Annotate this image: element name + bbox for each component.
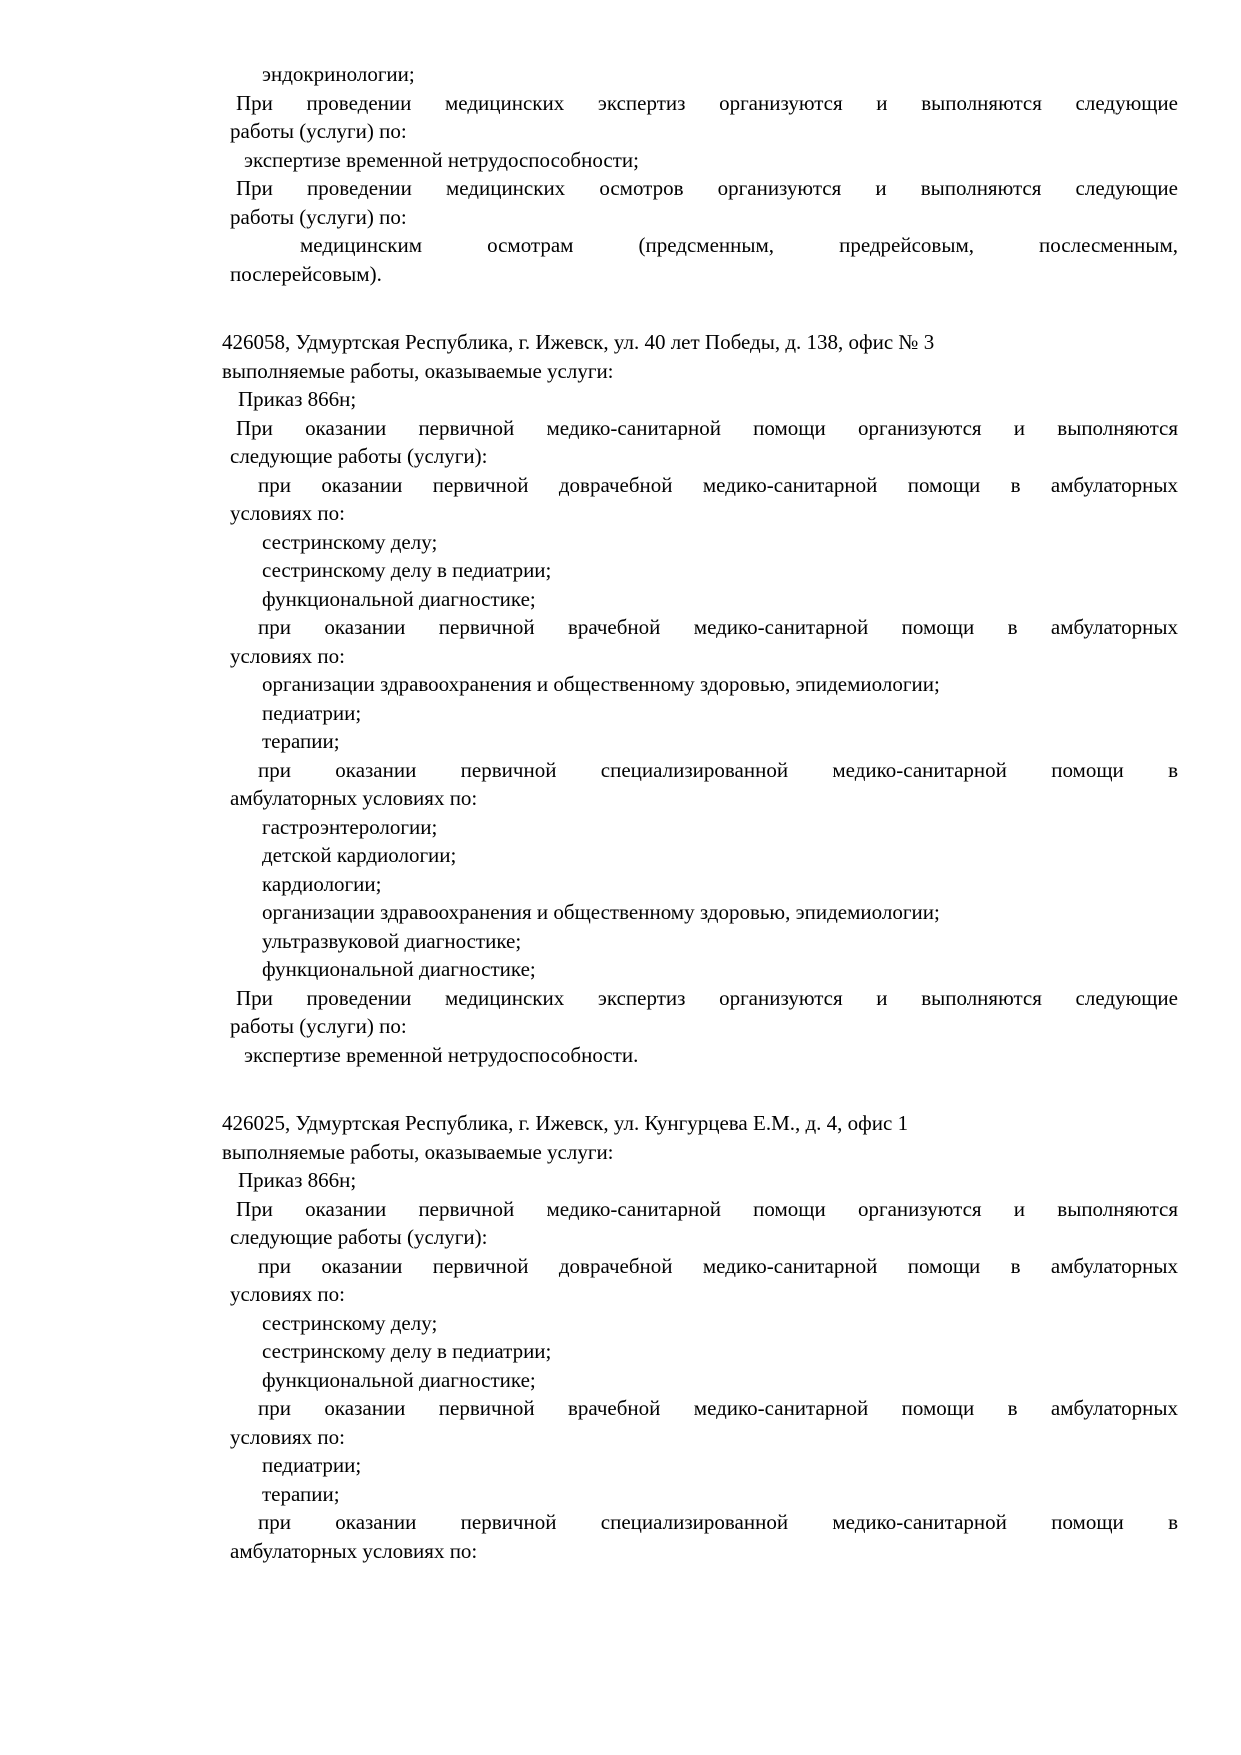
text-line: педиатрии; [262,700,362,725]
text-line: следующие работы (услуги): [230,1225,488,1249]
text-line: послерейсовым). [230,261,382,286]
text-line: При оказании первичной медико-санитарной помощи организуются и выполняются [236,1196,1178,1221]
text-line: амбулаторных условиях по: [230,1538,478,1563]
text-line: Приказ 866н; [238,387,357,411]
text-line: функциональной диагностике; [262,1367,536,1392]
text-line: при оказании первичной врачебной медико-санитарной помощи в амбулаторных [258,615,1178,639]
text-line: функциональной диагностике; [262,586,536,611]
address-426058-section [222,328,1178,1069]
text-line: эндокринологии; [262,62,415,86]
text-line: следующие работы (услуги): [230,444,488,468]
text-line: организации здравоохранения и общественному здоровью, эпидемиологии; [262,672,940,696]
text-line: условиях по: [230,643,345,668]
text-line: Приказ 866н; [238,1168,357,1192]
text-line: функциональной диагностике; [262,957,536,981]
text-line: при оказании первичной доврачебной медико-санитарной помощи в амбулаторных [258,472,1178,497]
text-line: выполняемые работы, оказываемые услуги: [222,1139,614,1164]
endocrinology-tail-section [222,60,1178,288]
text-line: сестринскому делу в педиатрии; [262,1339,552,1363]
text-line: медицинским осмотрам (предсменным, предрейсовым, послесменным, [300,233,1178,257]
text-line: организации здравоохранения и общественному здоровью, эпидемиологии; [262,900,940,924]
text-line: кардиологии; [262,871,382,896]
text-line: сестринскому делу; [262,1310,438,1335]
text-line: терапии; [262,1481,340,1506]
text-line: амбулаторных условиях по: [230,786,478,810]
text-line: При проведении медицинских экспертиз организуются и выполняются следующие [236,90,1178,115]
text-line: При оказании первичной медико-санитарной помощи организуются и выполняются [236,415,1178,440]
text-line: педиатрии; [262,1453,362,1477]
text-line: экспертизе временной нетрудоспособности; [244,147,639,172]
text-line: условиях по: [230,501,345,525]
text-line: ультразвуковой диагностике; [262,928,522,953]
document-content [222,60,1178,1565]
text-line: При проведении медицинских экспертиз организуются и выполняются следующие [236,985,1178,1010]
text-line: При проведении медицинских осмотров организуются и выполняются следующие [236,176,1178,200]
text-line: работы (услуги) по: [230,119,407,143]
text-line: работы (услуги) по: [230,1014,407,1038]
text-line: выполняемые работы, оказываемые услуги: [222,358,614,383]
address-426025-section [222,1109,1178,1565]
text-line: условиях по: [230,1424,345,1449]
text-line: работы (услуги) по: [230,204,407,229]
text-line: детской кардиологии; [262,843,457,867]
text-line: условиях по: [230,1282,345,1306]
text-line: сестринскому делу; [262,529,438,554]
text-line: при оказании первичной специализированной медико-санитарной помощи в [258,1510,1178,1534]
text-line: гастроэнтерологии; [262,814,438,839]
text-line: при оказании первичной специализированной медико-санитарной помощи в [258,757,1178,782]
text-line: при оказании первичной доврачебной медико-санитарной помощи в амбулаторных [258,1253,1178,1278]
text-line: 426025, Удмуртская Республика, г. Ижевск, ул. Кунгурцева Е.М., д. 4, офис 1 [222,1111,909,1135]
text-line: сестринскому делу в педиатрии; [262,558,552,582]
text-line: при оказании первичной врачебной медико-санитарной помощи в амбулаторных [258,1396,1178,1420]
text-line: 426058, Удмуртская Республика, г. Ижевск, ул. 40 лет Победы, д. 138, офис № 3 [222,330,935,354]
text-line: экспертизе временной нетрудоспособности. [244,1042,639,1067]
text-line: терапии; [262,729,340,753]
